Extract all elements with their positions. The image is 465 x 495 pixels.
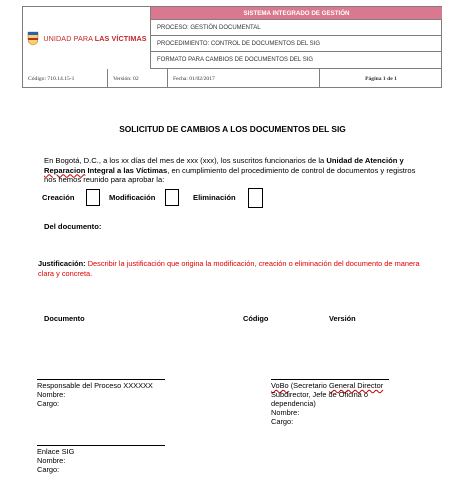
format-row: FORMATO PARA CAMBIOS DE DOCUMENTOS DEL SIG <box>151 52 442 69</box>
justification <box>38 259 428 279</box>
responsable-nombre: Nombre: <box>37 390 66 399</box>
enlace-nombre: Nombre: <box>37 456 66 465</box>
signature-responsable <box>37 381 153 408</box>
responsable-title: Responsable del Proceso XXXXXX <box>37 381 153 390</box>
responsable-cargo: Cargo: <box>37 399 60 408</box>
page-cell: Página 1 de 1 <box>365 75 397 82</box>
signature-vobo <box>271 381 401 426</box>
justification-label: Justificación: <box>38 259 86 268</box>
vobo-cargo: Cargo: <box>271 417 294 426</box>
column-documento: Documento <box>44 314 85 323</box>
procedure-row: PROCEDIMIENTO: CONTROL DE DOCUMENTOS DEL SIG <box>151 36 442 52</box>
vobo-nombre: Nombre: <box>271 408 300 417</box>
intro-paragraph: En Bogotá, D.C., a los xx días del mes de xxx (xxx), los suscritos funcionarios de la Unidad de Atención y Reparacion Integral a las Víctimas, en cumplimiento del procedimiento de control de documentos y registros nos hemos reunido para aprobar la: <box>44 156 416 185</box>
enlace-title: Enlace SIG <box>37 447 75 456</box>
system-title: SISTEMA INTEGRADO DE GESTIÓN <box>151 7 442 20</box>
enlace-cargo: Cargo: <box>37 465 60 474</box>
logo-cell <box>23 7 151 69</box>
date-cell: Fecha: 01/02/2017 <box>168 69 320 88</box>
logo-text: UNIDAD PARA LAS VÍCTIMAS <box>43 33 147 43</box>
code-cell: Código: 710.14.15-1 <box>23 69 108 88</box>
option-eliminacion-checkbox[interactable] <box>248 188 263 208</box>
page-title: SOLICITUD DE CAMBIOS A LOS DOCUMENTOS DEL SIG <box>119 124 346 134</box>
option-creacion-checkbox[interactable] <box>86 189 100 206</box>
version-cell: Versión: 02 <box>108 69 168 88</box>
option-modificacion-label: Modificación <box>109 193 156 202</box>
option-creacion-label: Creación <box>42 193 75 202</box>
document-header <box>22 6 442 88</box>
signature-line-responsable <box>37 379 165 380</box>
signature-line-enlace <box>37 445 165 446</box>
logo <box>26 30 146 46</box>
column-version: Versión <box>329 314 356 323</box>
option-modificacion-checkbox[interactable] <box>165 189 179 206</box>
signature-enlace <box>37 447 74 474</box>
meta-row <box>23 69 442 88</box>
coat-of-arms-icon <box>26 30 40 46</box>
column-codigo: Código <box>243 314 269 323</box>
justification-text: Describir la justificación que origina la modificación, creación o eliminación del documento de manera clara y concreta. <box>38 259 420 278</box>
document-label: Del documento: <box>44 222 102 231</box>
process-row: PROCESO: GESTIÓN DOCUMENTAL <box>151 20 442 36</box>
signature-line-vobo <box>271 379 389 380</box>
option-eliminacion-label: Eliminación <box>193 193 236 202</box>
vobo-title: VoBo (Secretario General Director Subdirector, Jefe de Oficina o dependencia) <box>271 381 384 408</box>
